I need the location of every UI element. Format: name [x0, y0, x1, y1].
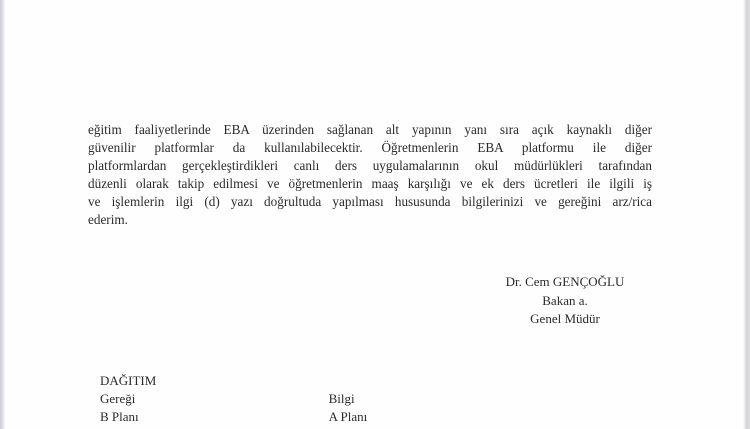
- body-line: düzenli olarak takip edilmesi ve öğretmenlerin maaş karşılığı ve ek ders ücretleri ile ilgili iş: [88, 176, 652, 191]
- signatory-title-2: Genel Müdür: [530, 311, 600, 326]
- signatory-name: Dr. Cem GENÇOĞLU: [505, 274, 625, 289]
- distribution-header-info: Bilgi: [328, 391, 355, 406]
- page-edge-right: [743, 0, 750, 429]
- distribution-block: [100, 372, 420, 426]
- signature-block: [470, 273, 660, 329]
- distribution-item-info: A Planı: [328, 409, 368, 424]
- body-line: ve işlemlerin ilgi (d) yazı doğrultuda yapılması hususunda bilgilerinizi ve gereğini arz/rica: [88, 194, 652, 209]
- page-edge-left: [0, 0, 5, 429]
- distribution-header-action: Gereği: [100, 391, 136, 406]
- distribution-item-action: B Planı: [100, 409, 139, 424]
- signatory-title-1: Bakan a.: [542, 292, 588, 308]
- body-line: eğitim faaliyetlerinde EBA üzerinden sağlanan alt yapının yanı sıra açık kaynaklı diğer: [88, 122, 652, 137]
- body-paragraph: [88, 121, 652, 229]
- distribution-header-row: [100, 390, 420, 408]
- distribution-title: DAĞITIM: [100, 373, 157, 388]
- body-line: ederim.: [88, 212, 128, 227]
- body-line: platformlardan gerçekleştirdikleri canlı ders uygulamalarının okul müdürlükleri tarafından: [88, 158, 652, 173]
- distribution-item-row: [100, 408, 420, 426]
- body-line: güvenilir platformlar da kullanılabilecektir. Öğretmenlerin EBA platformu ile diğer: [88, 140, 652, 155]
